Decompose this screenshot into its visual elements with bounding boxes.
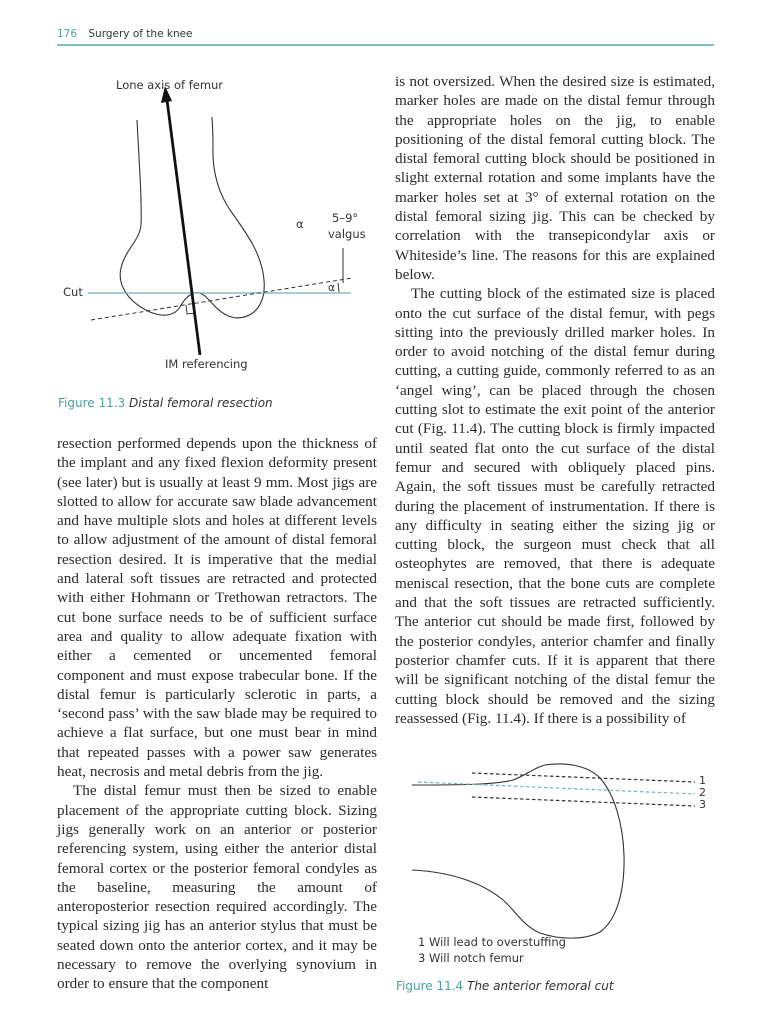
figure-11-3-caption bbox=[58, 396, 273, 410]
paragraph: is not oversized. When the desired size is estimated, marker holes are made on the distal femur through the appropriate holes on the jig, to enable positioning of the distal femoral cutting block. The distal femoral cutting block should be positioned in slight external rotation and some implants have the marker holes set at 3° of external rotation on the distal femoral sizing jig. This can be checked by correlation with the transepicondylar axis or Whiteside’s line. The reasons for this are explained below. bbox=[395, 73, 715, 283]
valgus-word-label: valgus bbox=[328, 227, 366, 241]
figure-11-4-caption bbox=[396, 979, 614, 993]
caption-number: Figure 11.3 bbox=[58, 396, 126, 410]
page-number: 176 bbox=[57, 28, 78, 40]
cut-label: Cut bbox=[63, 285, 83, 299]
running-title: Surgery of the knee bbox=[88, 28, 193, 40]
caption-title: Distal femoral resection bbox=[129, 396, 273, 410]
line-1-label: 1 bbox=[699, 774, 706, 787]
right-column-text bbox=[395, 72, 715, 728]
legend-line-1: 1 Will lead to overstuffing bbox=[418, 935, 566, 949]
alpha-angle-label: α bbox=[328, 282, 335, 294]
legend-line-3: 3 Will notch femur bbox=[418, 951, 524, 965]
alpha-label-top: α bbox=[296, 217, 304, 231]
paragraph: resection performed depends upon the thickness of the implant and any fixed flexion deformity present (see later) but is usually at least 9 mm. Most jigs are slotted to allow for accurate saw blade advancement and have multiple slots and holes at different levels to allow adjustment of the amount of distal femoral resection desired. It is imperative that the medial and lateral soft tissues are retracted and protected with either Hohmann or Trethowan retractors. The cut bone surface needs to be of sufficient surface area and quality to allow adequate fixation with either a cemented or uncemented femoral component and must expose trabecular bone. If the distal femur is particularly sclerotic in parts, a ‘second pass’ with the saw blade may be required to achieve a flat surface, but one must bear in mind that repeated passes with a power saw generates heat, necrosis and metal debris from the jig. bbox=[57, 435, 377, 781]
caption-title: The anterior femoral cut bbox=[467, 979, 614, 993]
im-referencing-label: IM referencing bbox=[165, 357, 248, 371]
figure-11-4 bbox=[395, 760, 725, 1000]
paragraph: The cutting block of the estimated size is placed onto the cut surface of the distal femur, with pegs sitting into the previously drilled marker holes. In order to avoid notching of the distal femur during cutting, a cutting guide, commonly referred to as an ‘angel wing’, can be placed through the chosen cutting slot to estimate the exit point of the anterior cut (Fig. 11.4). The cutting block is firmly impacted until seated flat onto the cut surface of the distal femur and secured with obliquely placed pins. Again, the soft tissues must be carefully retracted during the placement of instrumentation. If there is any difficulty in seating either the sizing jig or cutting block, the surgeon must check that all osteophytes are removed, that there is adequate meniscal resection, that the bone cuts are complete and that the soft tissues are retracted sufficiently. The anterior cut should be made first, followed by the posterior condyles, anterior chamfer and finally posterior chamfer cuts. If it is apparent that there will be significant notching of the distal femur the cutting block should be removed and the sizing reassessed (Fig. 11.4). If there is a possibility of bbox=[395, 285, 715, 727]
paragraph: The distal femur must then be sized to enable placement of the appropriate cutting block. Sizing jigs generally work on an anterior or posterior referencing system, using either the anterior distal femoral cortex or the posterior femoral condyles as the baseline, measuring the amount of anteroposterior resection required accordingly. The typical sizing jig has an anterior stylus that must be seated down onto the anterior cortex, and it may be necessary to remove the overlying synovium in order to ensure that the component bbox=[57, 782, 377, 993]
caption-number: Figure 11.4 bbox=[396, 979, 464, 993]
left-column-text bbox=[57, 434, 377, 994]
long-axis-label: Lone axis of femur bbox=[116, 78, 224, 92]
line-2-label: 2 bbox=[699, 786, 706, 799]
figure-11-3 bbox=[0, 0, 390, 420]
valgus-range-label: 5–9° bbox=[332, 211, 359, 225]
line-3-label: 3 bbox=[699, 798, 706, 811]
